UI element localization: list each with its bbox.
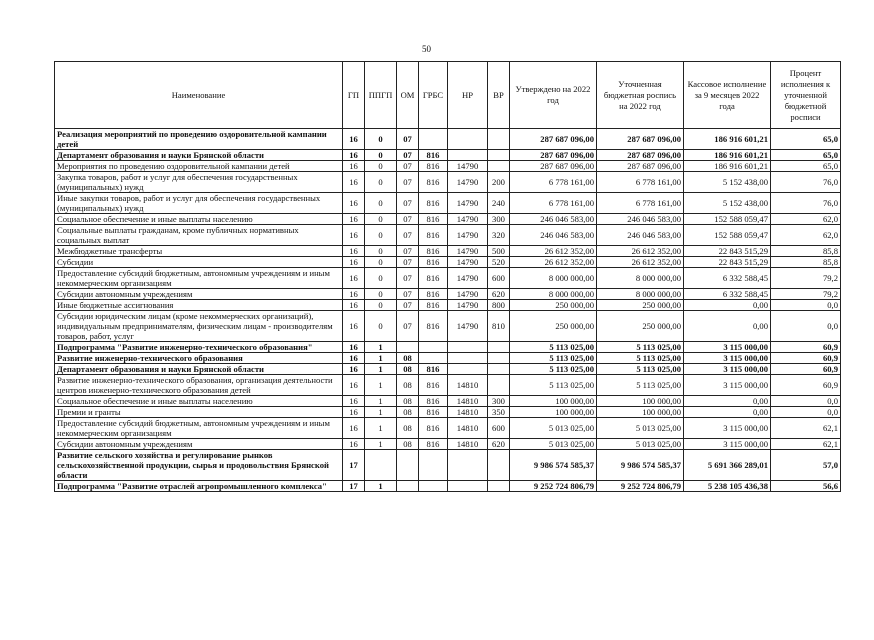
- cell-om: [397, 481, 419, 492]
- cell-gp: 16: [343, 418, 365, 439]
- cell-name: Предоставление субсидий бюджетным, автономным учреждениям и иным некоммерческим организациям: [55, 418, 343, 439]
- cell-vr: [488, 364, 510, 375]
- cell-vr: [488, 481, 510, 492]
- table-row: [55, 396, 841, 407]
- cell-ppgp: 1: [365, 375, 397, 396]
- cell-grbs: 816: [419, 268, 448, 289]
- cell-percent: 62,1: [771, 439, 841, 450]
- cell-gp: 16: [343, 246, 365, 257]
- cell-gp: 16: [343, 364, 365, 375]
- cell-cash: 3 115 000,00: [684, 353, 771, 364]
- cell-cash: 0,00: [684, 396, 771, 407]
- cell-percent: 57,0: [771, 450, 841, 481]
- cell-om: 07: [397, 150, 419, 161]
- cell-grbs: 816: [419, 364, 448, 375]
- cell-percent: 56,6: [771, 481, 841, 492]
- cell-cash: 186 916 601,21: [684, 161, 771, 172]
- cell-percent: 60,9: [771, 364, 841, 375]
- cell-np: 14790: [448, 225, 488, 246]
- cell-grbs: 816: [419, 300, 448, 311]
- cell-vr: 520: [488, 257, 510, 268]
- cell-approved: 9 252 724 806,79: [510, 481, 597, 492]
- cell-cash: 0,00: [684, 300, 771, 311]
- cell-grbs: [419, 342, 448, 353]
- cell-np: 14790: [448, 193, 488, 214]
- cell-percent: 65,0: [771, 161, 841, 172]
- cell-np: [448, 481, 488, 492]
- cell-cash: 22 843 515,29: [684, 246, 771, 257]
- table-row: [55, 289, 841, 300]
- cell-np: 14790: [448, 311, 488, 342]
- cell-gp: 16: [343, 311, 365, 342]
- cell-vr: 620: [488, 439, 510, 450]
- cell-refined: 246 046 583,00: [597, 214, 684, 225]
- cell-np: 14810: [448, 396, 488, 407]
- cell-refined: 5 113 025,00: [597, 364, 684, 375]
- cell-vr: 320: [488, 225, 510, 246]
- cell-gp: 17: [343, 481, 365, 492]
- cell-om: 08: [397, 407, 419, 418]
- cell-gp: 16: [343, 172, 365, 193]
- table-row: [55, 407, 841, 418]
- cell-vr: [488, 150, 510, 161]
- header-gp: ГП: [343, 62, 365, 129]
- table-row: [55, 214, 841, 225]
- cell-ppgp: 1: [365, 418, 397, 439]
- cell-vr: 500: [488, 246, 510, 257]
- cell-ppgp: 1: [365, 396, 397, 407]
- header-percent: Процент исполнения к уточненной бюджетной росписи: [771, 62, 841, 129]
- table-row: [55, 257, 841, 268]
- cell-refined: 5 113 025,00: [597, 375, 684, 396]
- cell-percent: 76,0: [771, 193, 841, 214]
- cell-vr: 810: [488, 311, 510, 342]
- cell-ppgp: 1: [365, 407, 397, 418]
- cell-np: 14790: [448, 246, 488, 257]
- cell-cash: 0,00: [684, 311, 771, 342]
- cell-grbs: 816: [419, 289, 448, 300]
- cell-grbs: [419, 353, 448, 364]
- cell-om: [397, 450, 419, 481]
- table-row: [55, 161, 841, 172]
- header-np: НР: [448, 62, 488, 129]
- cell-om: 07: [397, 161, 419, 172]
- cell-om: 07: [397, 246, 419, 257]
- cell-percent: 79,2: [771, 289, 841, 300]
- cell-grbs: 816: [419, 150, 448, 161]
- cell-gp: 16: [343, 129, 365, 150]
- cell-name: Социальное обеспечение и иные выплаты населению: [55, 396, 343, 407]
- cell-name: Иные бюджетные ассигнования: [55, 300, 343, 311]
- cell-approved: 5 013 025,00: [510, 439, 597, 450]
- table-row: [55, 481, 841, 492]
- cell-om: 08: [397, 364, 419, 375]
- cell-vr: 620: [488, 289, 510, 300]
- cell-gp: 16: [343, 439, 365, 450]
- header-om: ОМ: [397, 62, 419, 129]
- cell-np: 14790: [448, 214, 488, 225]
- cell-grbs: [419, 129, 448, 150]
- cell-percent: 65,0: [771, 129, 841, 150]
- cell-gp: 16: [343, 225, 365, 246]
- cell-cash: 5 152 438,00: [684, 172, 771, 193]
- cell-vr: [488, 161, 510, 172]
- cell-cash: 3 115 000,00: [684, 375, 771, 396]
- table-row: [55, 193, 841, 214]
- cell-ppgp: 0: [365, 257, 397, 268]
- cell-gp: 16: [343, 150, 365, 161]
- cell-cash: 5 691 366 289,01: [684, 450, 771, 481]
- cell-approved: 6 778 161,00: [510, 172, 597, 193]
- cell-name: Подпрограмма "Развитие инженерно-технического образования": [55, 342, 343, 353]
- cell-vr: [488, 450, 510, 481]
- cell-vr: [488, 375, 510, 396]
- cell-approved: 246 046 583,00: [510, 225, 597, 246]
- cell-name: Закупка товаров, работ и услуг для обеспечения государственных (муниципальных) нужд: [55, 172, 343, 193]
- table-row: [55, 225, 841, 246]
- cell-refined: 100 000,00: [597, 396, 684, 407]
- cell-cash: 186 916 601,21: [684, 129, 771, 150]
- cell-vr: 600: [488, 418, 510, 439]
- table-header-row: [55, 62, 841, 129]
- cell-approved: 8 000 000,00: [510, 268, 597, 289]
- cell-np: 14790: [448, 161, 488, 172]
- cell-approved: 250 000,00: [510, 300, 597, 311]
- cell-gp: 16: [343, 268, 365, 289]
- cell-om: 07: [397, 289, 419, 300]
- cell-om: 07: [397, 268, 419, 289]
- cell-cash: 3 115 000,00: [684, 342, 771, 353]
- cell-name: Иные закупки товаров, работ и услуг для обеспечения государственных (муниципальных) нужд: [55, 193, 343, 214]
- cell-name: Премии и гранты: [55, 407, 343, 418]
- cell-ppgp: 0: [365, 311, 397, 342]
- cell-vr: [488, 129, 510, 150]
- cell-approved: 100 000,00: [510, 396, 597, 407]
- cell-approved: 250 000,00: [510, 311, 597, 342]
- cell-ppgp: 1: [365, 342, 397, 353]
- cell-om: 07: [397, 214, 419, 225]
- cell-ppgp: 0: [365, 214, 397, 225]
- table-row: [55, 246, 841, 257]
- cell-gp: 16: [343, 342, 365, 353]
- cell-vr: [488, 353, 510, 364]
- cell-refined: 6 778 161,00: [597, 193, 684, 214]
- cell-percent: 60,9: [771, 342, 841, 353]
- cell-np: 14790: [448, 172, 488, 193]
- cell-cash: 6 332 588,45: [684, 268, 771, 289]
- cell-refined: 26 612 352,00: [597, 246, 684, 257]
- cell-cash: 186 916 601,21: [684, 150, 771, 161]
- cell-grbs: 816: [419, 214, 448, 225]
- cell-approved: 26 612 352,00: [510, 257, 597, 268]
- cell-cash: 0,00: [684, 407, 771, 418]
- cell-grbs: 816: [419, 246, 448, 257]
- table-row: [55, 268, 841, 289]
- cell-grbs: 816: [419, 311, 448, 342]
- cell-percent: 0,0: [771, 300, 841, 311]
- cell-refined: 5 013 025,00: [597, 439, 684, 450]
- cell-refined: 9 252 724 806,79: [597, 481, 684, 492]
- cell-cash: 5 238 105 436,38: [684, 481, 771, 492]
- cell-om: 07: [397, 225, 419, 246]
- cell-cash: 22 843 515,29: [684, 257, 771, 268]
- cell-om: [397, 342, 419, 353]
- cell-np: 14790: [448, 268, 488, 289]
- cell-percent: 65,0: [771, 150, 841, 161]
- cell-percent: 85,8: [771, 257, 841, 268]
- cell-om: 08: [397, 353, 419, 364]
- cell-np: 14790: [448, 257, 488, 268]
- cell-vr: 300: [488, 396, 510, 407]
- cell-percent: 60,9: [771, 375, 841, 396]
- cell-np: 14810: [448, 418, 488, 439]
- cell-percent: 79,2: [771, 268, 841, 289]
- cell-om: 07: [397, 193, 419, 214]
- cell-ppgp: 0: [365, 172, 397, 193]
- page-number: 50: [422, 44, 431, 54]
- cell-ppgp: 0: [365, 129, 397, 150]
- cell-approved: 5 013 025,00: [510, 418, 597, 439]
- header-name: Наименование: [55, 62, 343, 129]
- cell-percent: 62,1: [771, 418, 841, 439]
- cell-np: [448, 353, 488, 364]
- cell-percent: 0,0: [771, 311, 841, 342]
- cell-refined: 287 687 096,00: [597, 150, 684, 161]
- cell-om: 08: [397, 396, 419, 407]
- cell-vr: 300: [488, 214, 510, 225]
- cell-vr: 800: [488, 300, 510, 311]
- cell-refined: 5 113 025,00: [597, 342, 684, 353]
- cell-grbs: [419, 481, 448, 492]
- table-row: [55, 375, 841, 396]
- cell-ppgp: 0: [365, 150, 397, 161]
- cell-om: 08: [397, 375, 419, 396]
- cell-np: 14810: [448, 439, 488, 450]
- cell-percent: 0,0: [771, 407, 841, 418]
- header-cash: Кассовое исполнение за 9 месяцев 2022 года: [684, 62, 771, 129]
- cell-refined: 100 000,00: [597, 407, 684, 418]
- cell-gp: 16: [343, 193, 365, 214]
- cell-om: 07: [397, 300, 419, 311]
- cell-cash: 3 115 000,00: [684, 439, 771, 450]
- cell-name: Субсидии автономным учреждениям: [55, 289, 343, 300]
- cell-gp: 16: [343, 353, 365, 364]
- cell-cash: 3 115 000,00: [684, 418, 771, 439]
- cell-refined: 6 778 161,00: [597, 172, 684, 193]
- header-approved: Утверждено на 2022 год: [510, 62, 597, 129]
- cell-approved: 287 687 096,00: [510, 161, 597, 172]
- cell-ppgp: 0: [365, 193, 397, 214]
- cell-np: [448, 364, 488, 375]
- cell-name: Реализация мероприятий по проведению оздоровительной кампании детей: [55, 129, 343, 150]
- cell-name: Департамент образования и науки Брянской области: [55, 364, 343, 375]
- cell-refined: 246 046 583,00: [597, 225, 684, 246]
- cell-om: 08: [397, 439, 419, 450]
- cell-gp: 16: [343, 161, 365, 172]
- cell-grbs: [419, 450, 448, 481]
- cell-gp: 16: [343, 375, 365, 396]
- cell-name: Предоставление субсидий бюджетным, автономным учреждениям и иным некоммерческим организациям: [55, 268, 343, 289]
- cell-cash: 152 588 059,47: [684, 225, 771, 246]
- cell-grbs: 816: [419, 407, 448, 418]
- table-row: [55, 300, 841, 311]
- cell-cash: 3 115 000,00: [684, 364, 771, 375]
- cell-approved: 246 046 583,00: [510, 214, 597, 225]
- cell-cash: 5 152 438,00: [684, 193, 771, 214]
- cell-om: 08: [397, 418, 419, 439]
- cell-om: 07: [397, 257, 419, 268]
- cell-np: [448, 342, 488, 353]
- cell-name: Развитие инженерно-технического образования: [55, 353, 343, 364]
- cell-vr: 600: [488, 268, 510, 289]
- table-row: [55, 450, 841, 481]
- cell-om: 07: [397, 129, 419, 150]
- cell-name: Социальные выплаты гражданам, кроме публичных нормативных социальных выплат: [55, 225, 343, 246]
- cell-ppgp: 0: [365, 161, 397, 172]
- cell-vr: 350: [488, 407, 510, 418]
- cell-approved: 26 612 352,00: [510, 246, 597, 257]
- cell-ppgp: 0: [365, 246, 397, 257]
- cell-percent: 60,9: [771, 353, 841, 364]
- cell-ppgp: 1: [365, 439, 397, 450]
- cell-ppgp: 0: [365, 289, 397, 300]
- cell-refined: 287 687 096,00: [597, 129, 684, 150]
- cell-approved: 9 986 574 585,37: [510, 450, 597, 481]
- cell-om: 07: [397, 311, 419, 342]
- cell-gp: 17: [343, 450, 365, 481]
- cell-refined: 8 000 000,00: [597, 289, 684, 300]
- cell-approved: 287 687 096,00: [510, 129, 597, 150]
- cell-grbs: 816: [419, 225, 448, 246]
- table-row: [55, 311, 841, 342]
- cell-refined: 8 000 000,00: [597, 268, 684, 289]
- cell-percent: 0,0: [771, 396, 841, 407]
- cell-np: [448, 150, 488, 161]
- cell-name: Департамент образования и науки Брянской области: [55, 150, 343, 161]
- header-vr: ВР: [488, 62, 510, 129]
- cell-grbs: 816: [419, 172, 448, 193]
- cell-refined: 250 000,00: [597, 300, 684, 311]
- cell-refined: 287 687 096,00: [597, 161, 684, 172]
- table-row: [55, 150, 841, 161]
- budget-execution-table: [54, 61, 841, 492]
- cell-np: 14790: [448, 289, 488, 300]
- table-row: [55, 418, 841, 439]
- cell-grbs: 816: [419, 161, 448, 172]
- cell-np: 14810: [448, 407, 488, 418]
- cell-om: 07: [397, 172, 419, 193]
- header-refined: Уточненная бюджетная роспись на 2022 год: [597, 62, 684, 129]
- cell-approved: 8 000 000,00: [510, 289, 597, 300]
- table-row: [55, 129, 841, 150]
- cell-grbs: 816: [419, 439, 448, 450]
- cell-name: Развитие сельского хозяйства и регулирование рынков сельскохозяйственной продукции, сырья и продовольствия Брянской области: [55, 450, 343, 481]
- cell-name: Социальное обеспечение и иные выплаты населению: [55, 214, 343, 225]
- cell-gp: 16: [343, 214, 365, 225]
- cell-name: Субсидии юридическим лицам (кроме некоммерческих организаций), индивидуальным предпринимателям, физическим лицам - производителям товаров, работ, услуг: [55, 311, 343, 342]
- cell-name: Мероприятия по проведению оздоровительной кампании детей: [55, 161, 343, 172]
- cell-refined: 26 612 352,00: [597, 257, 684, 268]
- table-row: [55, 172, 841, 193]
- cell-gp: 16: [343, 289, 365, 300]
- cell-ppgp: 0: [365, 268, 397, 289]
- cell-refined: 5 113 025,00: [597, 353, 684, 364]
- header-ppgp: ППГП: [365, 62, 397, 129]
- cell-approved: 5 113 025,00: [510, 342, 597, 353]
- cell-ppgp: 0: [365, 300, 397, 311]
- cell-percent: 76,0: [771, 172, 841, 193]
- cell-approved: 5 113 025,00: [510, 353, 597, 364]
- cell-approved: 6 778 161,00: [510, 193, 597, 214]
- cell-approved: 100 000,00: [510, 407, 597, 418]
- cell-vr: [488, 342, 510, 353]
- cell-cash: 152 588 059,47: [684, 214, 771, 225]
- cell-grbs: 816: [419, 193, 448, 214]
- cell-name: Субсидии: [55, 257, 343, 268]
- table-row: [55, 364, 841, 375]
- cell-percent: 62,0: [771, 225, 841, 246]
- cell-refined: 5 013 025,00: [597, 418, 684, 439]
- table-row: [55, 342, 841, 353]
- cell-np: [448, 450, 488, 481]
- cell-cash: 6 332 588,45: [684, 289, 771, 300]
- cell-name: Развитие инженерно-технического образования, организация деятельности центров инженерно-технического образования детей: [55, 375, 343, 396]
- table-row: [55, 439, 841, 450]
- cell-gp: 16: [343, 407, 365, 418]
- cell-name: Межбюджетные трансферты: [55, 246, 343, 257]
- cell-gp: 16: [343, 396, 365, 407]
- cell-np: 14810: [448, 375, 488, 396]
- cell-gp: 16: [343, 257, 365, 268]
- cell-vr: 240: [488, 193, 510, 214]
- header-grbs: ГРБС: [419, 62, 448, 129]
- cell-percent: 62,0: [771, 214, 841, 225]
- cell-ppgp: 1: [365, 364, 397, 375]
- cell-np: 14790: [448, 300, 488, 311]
- cell-ppgp: [365, 450, 397, 481]
- cell-ppgp: 1: [365, 353, 397, 364]
- table-row: [55, 353, 841, 364]
- cell-approved: 5 113 025,00: [510, 364, 597, 375]
- cell-ppgp: 1: [365, 481, 397, 492]
- cell-grbs: 816: [419, 375, 448, 396]
- cell-refined: 250 000,00: [597, 311, 684, 342]
- cell-np: [448, 129, 488, 150]
- cell-approved: 287 687 096,00: [510, 150, 597, 161]
- cell-ppgp: 0: [365, 225, 397, 246]
- cell-name: Подпрограмма "Развитие отраслей агропромышленного комплекса": [55, 481, 343, 492]
- cell-gp: 16: [343, 300, 365, 311]
- cell-vr: 200: [488, 172, 510, 193]
- cell-grbs: 816: [419, 396, 448, 407]
- cell-approved: 5 113 025,00: [510, 375, 597, 396]
- cell-name: Субсидии автономным учреждениям: [55, 439, 343, 450]
- cell-percent: 85,8: [771, 246, 841, 257]
- cell-refined: 9 986 574 585,37: [597, 450, 684, 481]
- cell-grbs: 816: [419, 418, 448, 439]
- cell-grbs: 816: [419, 257, 448, 268]
